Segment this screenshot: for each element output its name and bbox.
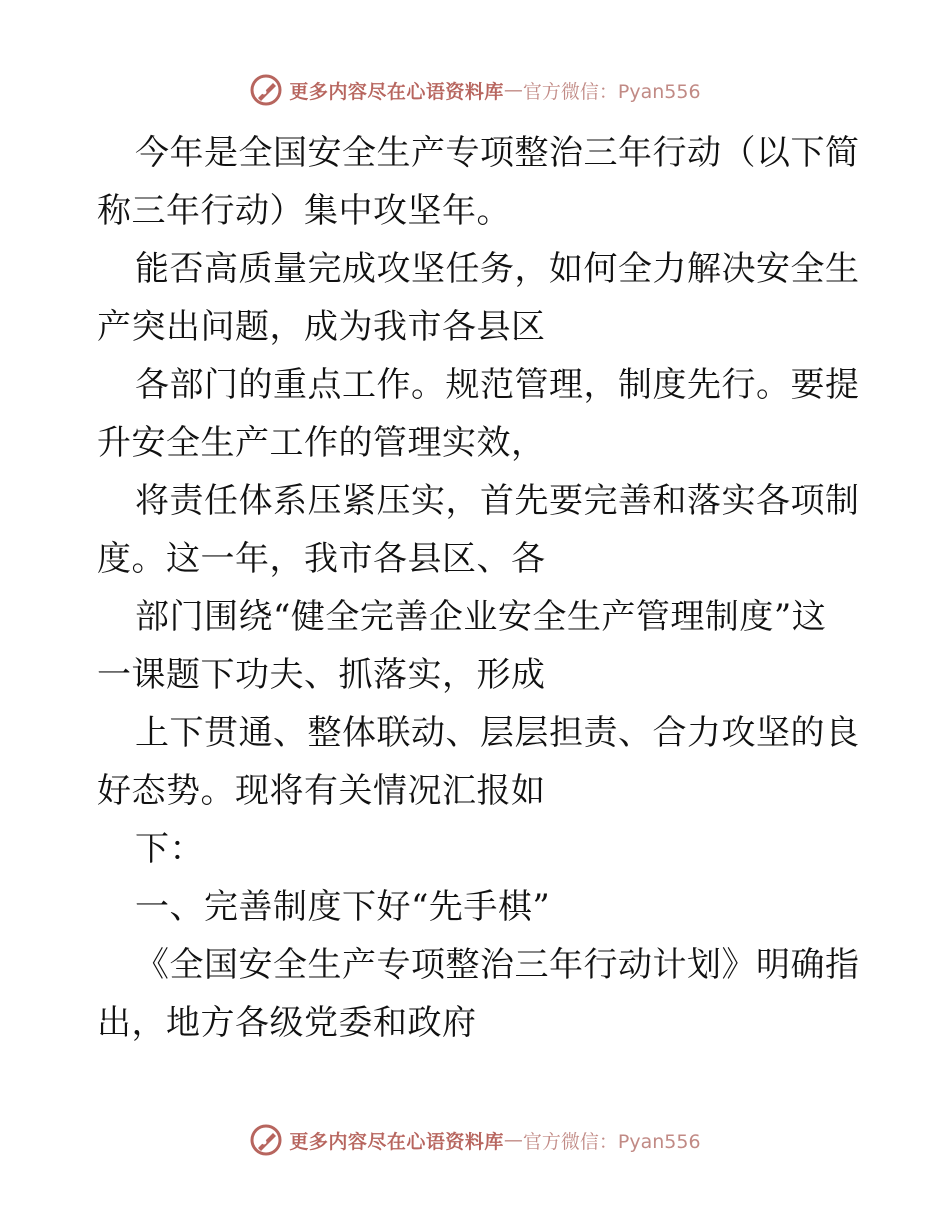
- body-line: 好态势。现将有关情况汇报如: [97, 771, 546, 811]
- banner-separator: —: [503, 79, 523, 101]
- header-banner: [0, 70, 950, 110]
- section-heading: 一、完善制度下好“先手棋”: [135, 887, 551, 927]
- body-line: 今年是全国安全生产专项整治三年行动（以下简: [135, 133, 860, 173]
- body-line: 出，地方各级党委和政府: [97, 1003, 477, 1043]
- banner-wechat-text: 官方微信：Pyan556: [522, 80, 701, 103]
- banner-separator: —: [503, 1129, 523, 1151]
- body-line: 各部门的重点工作。规范管理，制度先行。要提: [135, 365, 860, 405]
- body-line: 升安全生产工作的管理实效，: [97, 423, 546, 463]
- document-body: [97, 124, 860, 1052]
- body-line: 度。这一年，我市各县区、各: [97, 539, 546, 579]
- pen-logo-icon: [249, 73, 283, 107]
- pen-logo-icon: [249, 1123, 283, 1157]
- banner-main-text: 更多内容尽在心语资料库: [289, 1130, 504, 1153]
- body-line: 上下贯通、整体联动、层层担责、合力攻坚的良: [135, 713, 860, 753]
- body-line: 一课题下功夫、抓落实，形成: [97, 655, 546, 695]
- body-line: 产突出问题，成为我市各县区: [97, 307, 546, 347]
- body-line: 称三年行动）集中攻坚年。: [97, 191, 511, 231]
- body-line: 将责任体系压紧压实，首先要完善和落实各项制: [135, 481, 860, 521]
- footer-banner: [0, 1120, 950, 1160]
- banner-main-text: 更多内容尽在心语资料库: [289, 80, 504, 103]
- body-line: 能否高质量完成攻坚任务，如何全力解决安全生: [135, 249, 860, 289]
- body-line: 《全国安全生产专项整治三年行动计划》明确指: [135, 945, 860, 985]
- banner-wechat-text: 官方微信：Pyan556: [522, 1130, 701, 1153]
- body-line: 下：: [135, 829, 204, 869]
- body-line: 部门围绕“健全完善企业安全生产管理制度”这: [135, 597, 827, 637]
